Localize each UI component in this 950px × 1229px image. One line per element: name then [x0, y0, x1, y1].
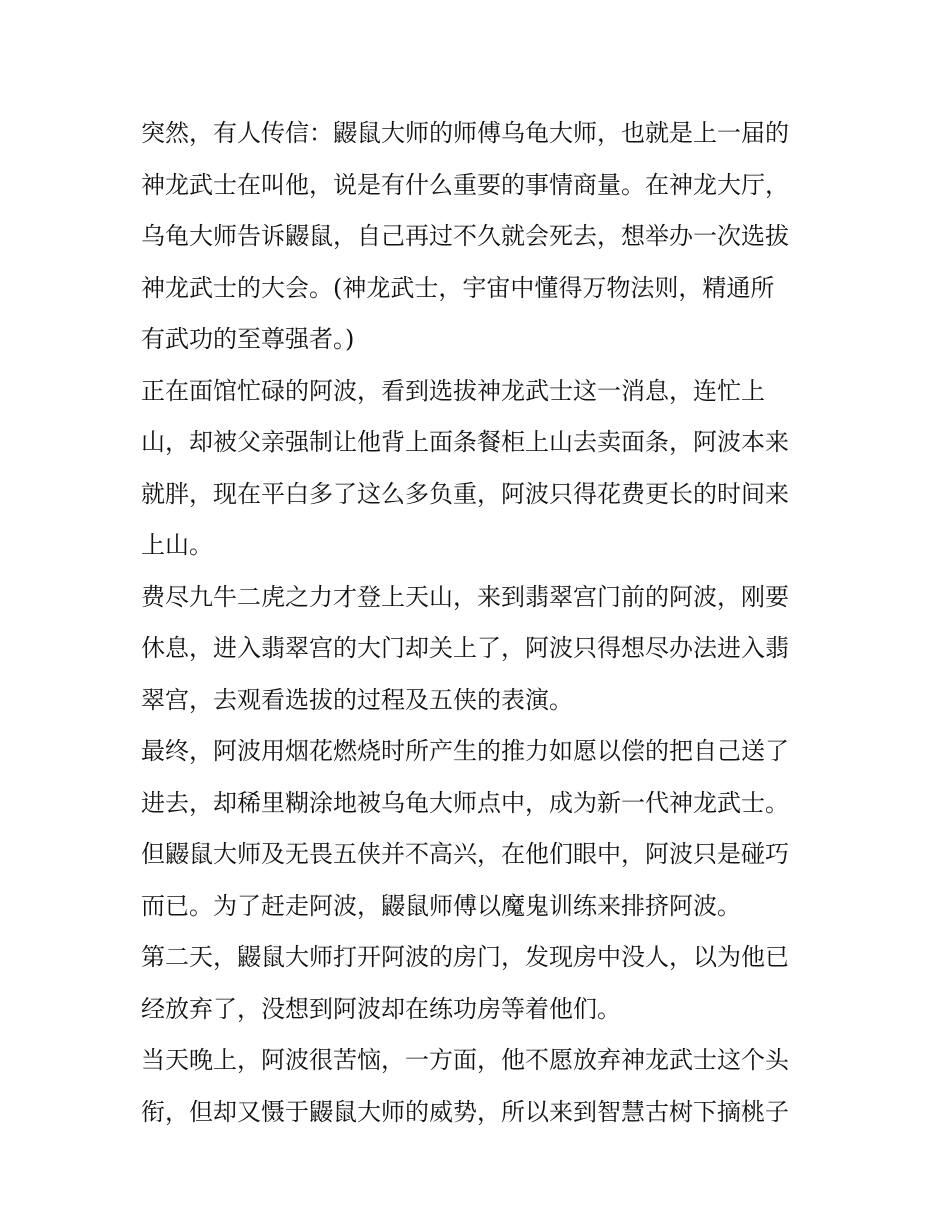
text-line: 经放弃了，没想到阿波却在练功房等着他们。: [141, 994, 621, 1023]
text-line: 乌龟大师告诉鼹鼠，自己再过不久就会死去，想举办一次选拔: [141, 222, 789, 250]
text-line: 就胖，现在平白多了这么多负重，阿波只得花费更长的时间来: [141, 479, 789, 508]
text-line: 有武功的至尊强者。): [141, 325, 355, 353]
text-line: 最终，阿波用烟花燃烧时所产生的推力如愿以偿的把自己送了: [141, 737, 789, 765]
text-line: 而已。为了赶走阿波，鼹鼠师傅以魔鬼训练来排挤阿波。: [141, 891, 741, 920]
text-line: 但鼹鼠大师及无畏五侠并不高兴，在他们眼中，阿波只是碰巧: [141, 840, 789, 868]
text-line: 山，却被父亲强制让他背上面条餐柜上山去卖面条，阿波本来: [141, 428, 789, 456]
text-line: 衔，但却又慑于鼹鼠大师的威势，所以来到智慧古树下摘桃子: [141, 1097, 789, 1126]
text-line: 正在面馆忙碌的阿波，看到选拔神龙武士这一消息，连忙上: [141, 376, 765, 405]
text-line: 进去，却稀里糊涂地被乌龟大师点中，成为新一代神龙武士。: [141, 788, 789, 817]
text-line: 休息，进入翡翠宫的大门却关上了，阿波只得想尽办法进入翡: [141, 634, 789, 662]
text-line: 第二天，鼹鼠大师打开阿波的房门，发现房中没人，以为他已: [141, 943, 789, 971]
text-line: 突然，有人传信：鼹鼠大师的师傅乌龟大师，也就是上一届的: [141, 119, 789, 147]
text-line: 神龙武士在叫他，说是有什么重要的事情商量。在神龙大厅，: [141, 170, 789, 199]
text-line: 神龙武士的大会。(神龙武士，宇宙中懂得万物法则，精通所: [141, 273, 775, 302]
text-line: 费尽九牛二虎之力才登上天山，来到翡翠宫门前的阿波，刚要: [141, 582, 789, 611]
text-line: 当天晚上，阿波很苦恼，一方面，他不愿放弃神龙武士这个头: [141, 1046, 789, 1074]
body-text: [141, 108, 813, 1138]
text-line: 上山。: [141, 531, 213, 559]
text-line: 翠宫，去观看选拔的过程及五侠的表演。: [141, 685, 573, 714]
